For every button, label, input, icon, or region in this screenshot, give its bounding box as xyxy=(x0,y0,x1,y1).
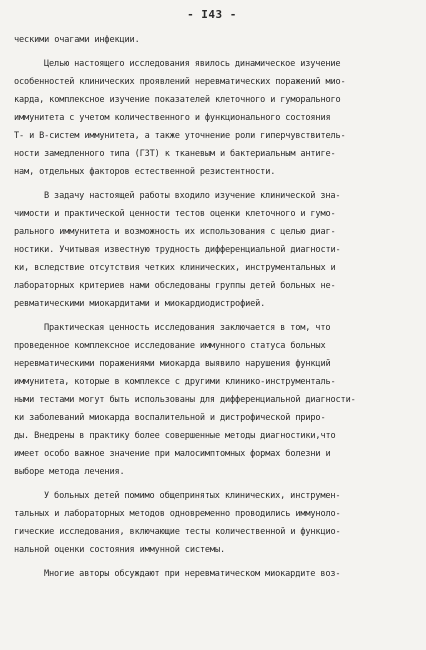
text-line: проведенное комплексное исследование иммунного статуса больных xyxy=(14,341,326,351)
text-line: ки заболеваний миокарда воспалительной и дистрофической приро- xyxy=(14,413,326,423)
text-line: У больных детей помимо общепринятых клинических, инструмен- xyxy=(44,491,341,501)
text-line: ческими очагами инфекции. xyxy=(14,35,140,45)
text-line: особенностей клинических проявлений неревматических поражений мио- xyxy=(14,77,346,87)
text-line: ностики. Учитывая известную трудность дифференциальной диагности- xyxy=(14,245,341,255)
text-line: ности замедленного типа (ГЗТ) к тканевым и бактериальным антиге- xyxy=(14,149,336,159)
text-line: иммунитета с учетом количественного и функционального состояния xyxy=(14,113,331,123)
text-line: ными тестами могут быть использованы для дифференциальной диагности- xyxy=(14,395,356,405)
text-line: неревматическими поражениями миокарда выявило нарушения функций xyxy=(14,359,331,369)
text-line: выборе метода лечения. xyxy=(14,467,125,477)
text-line: Практическая ценность исследования заключается в том, что xyxy=(44,323,331,333)
page-number: - I43 - xyxy=(187,8,237,21)
text-line: гические исследования, включающие тесты количественной и функцио- xyxy=(14,527,341,537)
text-line: ды. Внедрены в практику более совершенные методы диагностики,что xyxy=(14,431,336,441)
text-line: чимости и практической ценности тестов оценки клеточного и гумо- xyxy=(14,209,336,219)
text-line: рального иммунитета и возможность их использования с целью диаг- xyxy=(14,227,336,237)
text-line: Целью настоящего исследования явилось динамическое изучение xyxy=(44,59,341,69)
text-line: Многие авторы обсуждают при неревматическом миокардите воз- xyxy=(44,569,341,579)
text-line: ревматическими миокардитами и миокардиодистрофией. xyxy=(14,299,266,309)
text-line: иммунитета, которые в комплексе с другими клинико-инструменталь- xyxy=(14,377,336,387)
body-text xyxy=(14,31,410,583)
text-line: Т- и В-систем иммунитета, а также уточнение роли гиперчувствитель- xyxy=(14,131,346,141)
text-line: В задачу настоящей работы входило изучение клинической зна- xyxy=(44,191,341,201)
text-line: нальной оценки состояния иммунной системы. xyxy=(14,545,226,555)
text-line: лабораторных критериев нами обследованы группы детей больных не- xyxy=(14,281,336,291)
text-line: ки, вследствие отсутствия четких клинических, инструментальных и xyxy=(14,263,336,273)
text-line: тальных и лабораторных методов одновременно проводились иммуноло- xyxy=(14,509,341,519)
text-line: нам, отдельных факторов естественной резистентности. xyxy=(14,167,276,177)
text-line: карда, комплексное изучение показателей клеточного и гуморального xyxy=(14,95,341,105)
text-line: имеет особо важное значение при малосимптомных формах болезни и xyxy=(14,449,331,459)
